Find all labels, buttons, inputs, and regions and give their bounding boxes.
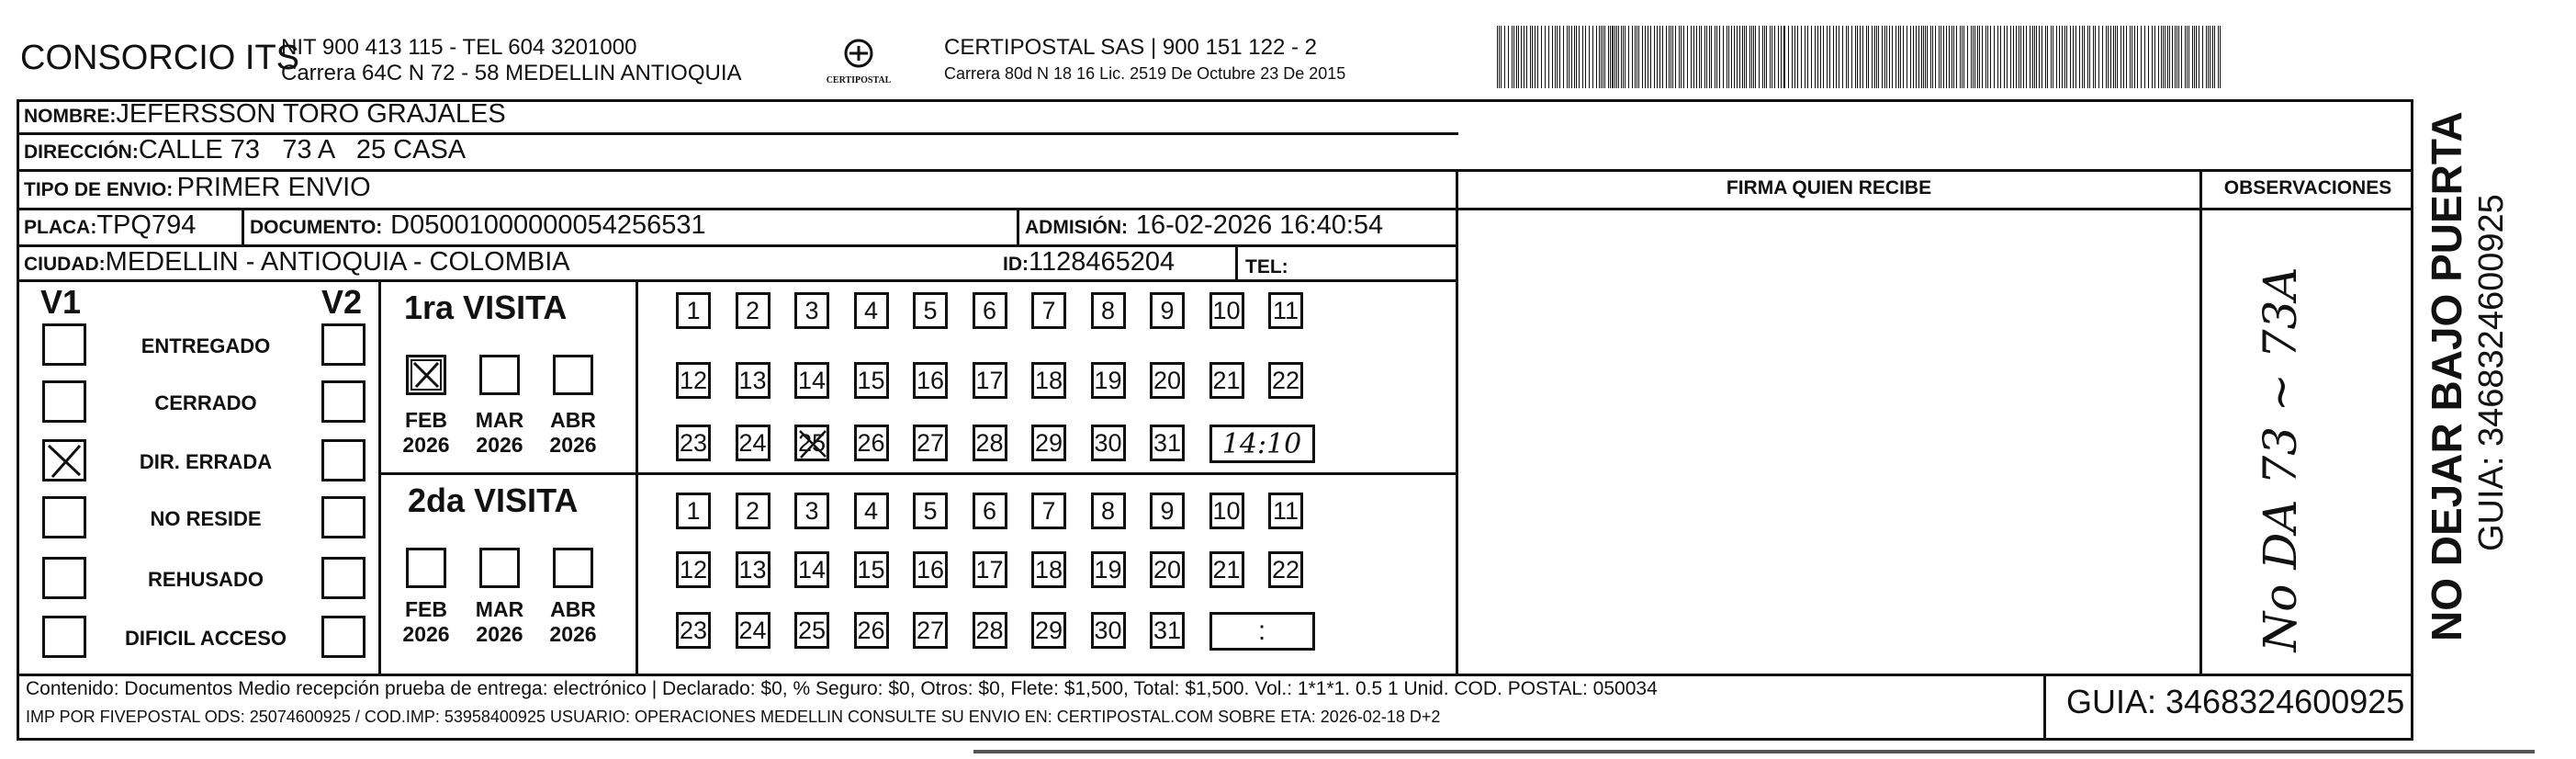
tel-label: TEL:	[1245, 256, 1288, 278]
day-number: 2	[745, 496, 760, 525]
day-number: 24	[738, 616, 767, 644]
visit2-day-box[interactable]	[854, 551, 889, 588]
day-number: 26	[857, 616, 885, 644]
day-number: 5	[923, 496, 938, 525]
side-main-text: NO DEJAR BAJO PUERTA	[2423, 111, 2470, 641]
visit1-month-checkbox[interactable]	[479, 355, 520, 395]
admision-label: ADMISIÓN:	[1025, 217, 1128, 238]
day-number: 21	[1212, 555, 1241, 583]
visit2-day-box[interactable]	[736, 612, 771, 649]
visit2-time-box[interactable]	[1209, 612, 1315, 651]
ciudad-row	[24, 247, 570, 278]
v1-checkbox[interactable]	[42, 496, 86, 538]
month-name: MAR	[475, 597, 524, 621]
nombre-row	[24, 99, 506, 130]
visit2-day-box[interactable]	[1268, 551, 1303, 588]
day-number: 18	[1034, 555, 1063, 583]
nombre-label: NOMBRE:	[24, 106, 117, 127]
visit2-month-label	[546, 597, 601, 647]
carrier-name: CERTIPOSTAL SAS | 900 151 122 - 2	[944, 35, 1317, 60]
tipo-label: TIPO DE ENVIO:	[24, 179, 174, 200]
day-number: 13	[738, 366, 767, 394]
day-number: 11	[1272, 496, 1299, 525]
day-number: 3	[804, 296, 819, 324]
footer-guia: GUIA: 3468324600925	[2066, 683, 2405, 720]
visit1-day-box[interactable]	[676, 425, 711, 461]
day-number: 9	[1160, 296, 1175, 324]
day-number: 21	[1212, 366, 1241, 394]
time-value: 14:10	[1221, 427, 1302, 460]
footer-line2: IMP POR FIVEPOSTAL ODS: 25074600925 / COD.IMP: 53958400925 USUARIO: OPERACIONES MEDELLIN CONSULTE SU ENVIO EN: CERTIPOSTAL.COM SOBRE ETA: 2026-02-18 D+2	[26, 708, 1441, 726]
tel-row	[1245, 250, 1288, 280]
day-number: 20	[1153, 555, 1182, 583]
visit2-day-box[interactable]	[913, 612, 948, 649]
day-number: 31	[1153, 616, 1182, 644]
day-number: 15	[857, 366, 885, 394]
day-number: 10	[1212, 496, 1241, 525]
status-label: CERRADO	[154, 391, 257, 414]
month-year: 2026	[402, 622, 450, 646]
day-number: 20	[1153, 366, 1182, 394]
visit2-day-box[interactable]	[854, 493, 889, 529]
visit2-day-box[interactable]	[1209, 493, 1244, 529]
visit1-day-box[interactable]	[1150, 425, 1185, 461]
visit2-title: 2da VISITA	[408, 481, 579, 519]
visit1-title: 1ra VISITA	[404, 289, 568, 326]
id-row	[1003, 247, 1175, 278]
side-guia-text: GUIA: 3468324600925	[2472, 194, 2511, 551]
v1-checkbox[interactable]	[42, 323, 86, 366]
observation-text: No DA 73 ~ 73A	[2254, 266, 2307, 652]
day-number: 27	[916, 616, 945, 644]
visit1-day-box[interactable]	[676, 362, 711, 399]
month-year: 2026	[476, 622, 523, 646]
visit1-day-box[interactable]	[1091, 425, 1126, 461]
month-name: FEB	[405, 597, 447, 621]
visit1-day-box[interactable]	[794, 362, 829, 399]
documento-row	[250, 210, 706, 241]
month-name: MAR	[475, 408, 524, 432]
bottom-rule	[973, 750, 2535, 753]
day-number: 29	[1034, 616, 1063, 644]
visit2-day-box[interactable]	[973, 493, 1007, 529]
v1-checkbox[interactable]	[42, 439, 86, 481]
visit2-day-box[interactable]	[973, 551, 1007, 588]
check-x-icon	[409, 357, 444, 392]
nombre-value: JEFERSSON TORO GRAJALES	[116, 99, 506, 129]
status-label: REHUSADO	[148, 568, 264, 591]
day-number: 1	[686, 496, 701, 525]
visit1-day-box[interactable]	[676, 292, 711, 329]
day-number: 27	[916, 428, 945, 457]
visit2-day-box[interactable]	[913, 551, 948, 588]
cross-mark-icon	[797, 427, 828, 460]
visit1-day-box[interactable]	[973, 292, 1007, 329]
day-number: 5	[923, 296, 938, 324]
day-number: 29	[1034, 428, 1063, 457]
day-number: 10	[1212, 296, 1241, 324]
day-number: 4	[863, 496, 879, 525]
month-year: 2026	[549, 622, 597, 646]
visit2-day-box[interactable]	[676, 612, 711, 649]
visit1-day-box[interactable]	[1150, 362, 1185, 399]
day-number: 6	[982, 496, 997, 525]
day-number: 17	[975, 555, 1004, 583]
placa-row	[24, 210, 196, 241]
company-nit: NIT 900 413 115 - TEL 604 3201000	[281, 35, 637, 60]
day-number: 30	[1094, 428, 1122, 457]
day-number: 12	[679, 555, 708, 583]
month-year: 2026	[402, 433, 450, 457]
status-label: NO RESIDE	[150, 507, 262, 530]
visit2-day-box[interactable]	[973, 612, 1007, 649]
day-number: 9	[1160, 496, 1175, 525]
day-number: 30	[1094, 616, 1122, 644]
visit1-time-box[interactable]	[1209, 425, 1315, 463]
day-number: 4	[863, 296, 879, 324]
day-number: 14	[797, 366, 827, 394]
day-number: 28	[975, 616, 1004, 644]
visit1-day-box[interactable]	[1091, 292, 1126, 329]
visit1-day-box[interactable]	[973, 362, 1007, 399]
visit1-day-box[interactable]	[913, 425, 948, 461]
barcode	[1497, 26, 2227, 88]
day-number: 14	[797, 555, 827, 583]
v1-checkbox[interactable]	[42, 380, 86, 423]
day-number: 22	[1271, 366, 1300, 394]
visit1-day-box[interactable]	[1209, 362, 1244, 399]
day-number: 17	[975, 366, 1004, 394]
visit1-month-checkbox[interactable]	[553, 355, 593, 395]
day-number: 7	[1041, 496, 1056, 525]
day-number: 8	[1100, 496, 1116, 525]
day-number: 2	[745, 296, 760, 324]
visit1-day-box[interactable]	[794, 292, 829, 329]
footer-line1: Contenido: Documentos Medio recepción prueba de entrega: electrónico | Declarado: $0, % Seguro: $0, Otros: $0, Flete: $1,500, Total: $1,500. Vol.: 1*1*1. 0.5 1 Unid. COD. POSTAL: 050034	[26, 678, 1658, 699]
visit1-day-box[interactable]	[973, 425, 1007, 461]
observaciones-header: OBSERVACIONES	[2223, 177, 2392, 198]
day-number: 16	[916, 366, 945, 394]
direccion-value: CALLE 73 73 A 25 CASA	[138, 135, 467, 164]
day-number: 28	[975, 428, 1004, 457]
id-label: ID:	[1003, 254, 1029, 275]
check-x-icon	[45, 442, 84, 479]
certipostal-logo	[808, 37, 909, 88]
visit1-month-label	[399, 408, 454, 458]
day-number: 24	[738, 428, 767, 457]
documento-value: D05001000000054256531	[390, 210, 706, 240]
day-number: 25	[797, 428, 827, 457]
visit1-day-box[interactable]	[1268, 292, 1303, 329]
day-number: 11	[1272, 296, 1299, 324]
v2-checkbox[interactable]	[321, 557, 366, 599]
visit1-day-box[interactable]	[1150, 292, 1185, 329]
visit2-month-checkbox[interactable]	[406, 548, 446, 588]
v1-checkbox[interactable]	[42, 616, 86, 658]
day-number: 15	[857, 555, 885, 583]
v2-checkbox[interactable]	[321, 323, 366, 366]
visit2-day-box[interactable]	[1091, 493, 1126, 529]
day-number: 25	[797, 616, 827, 644]
visit2-day-box[interactable]	[1091, 612, 1126, 649]
visit1-month-label	[546, 408, 601, 458]
visit1-day-box[interactable]	[854, 292, 889, 329]
month-name: ABR	[550, 408, 596, 432]
company-address: Carrera 64C N 72 - 58 MEDELLIN ANTIOQUIA	[281, 61, 742, 85]
observation-handwritten	[2209, 257, 2383, 662]
day-number: 12	[679, 366, 708, 394]
day-number: 16	[916, 555, 945, 583]
month-name: ABR	[550, 597, 596, 621]
v2-header: V2	[321, 283, 363, 321]
visit2-day-box[interactable]	[854, 612, 889, 649]
day-number: 8	[1100, 296, 1116, 324]
visit2-day-box[interactable]	[1091, 551, 1126, 588]
visit2-month-label	[472, 597, 527, 647]
visit2-day-box[interactable]	[913, 493, 948, 529]
month-year: 2026	[549, 433, 597, 457]
day-number: 19	[1094, 366, 1122, 394]
visit2-day-box[interactable]	[794, 493, 829, 529]
visit2-month-checkbox[interactable]	[553, 548, 593, 588]
visit1-month-label	[472, 408, 527, 458]
visit2-month-checkbox[interactable]	[479, 548, 520, 588]
company-name: CONSORCIO ITS	[20, 39, 300, 77]
visit2-day-box[interactable]	[1150, 551, 1185, 588]
day-number: 31	[1153, 428, 1182, 457]
visit1-day-box[interactable]	[1209, 292, 1244, 329]
day-number: 26	[857, 428, 885, 457]
visit1-day-box[interactable]	[854, 425, 889, 461]
visit1-day-box[interactable]	[1031, 362, 1066, 399]
logo-text: CERTIPOSTAL	[826, 75, 892, 85]
v1-header: V1	[40, 283, 82, 321]
day-number: 6	[982, 296, 997, 324]
visit1-day-box[interactable]	[736, 292, 771, 329]
v2-checkbox[interactable]	[321, 439, 366, 481]
visit2-day-box[interactable]	[1031, 493, 1066, 529]
visit2-day-box[interactable]	[1150, 493, 1185, 529]
documento-label: DOCUMENTO:	[250, 217, 383, 238]
day-number: 18	[1034, 366, 1063, 394]
day-number: 3	[804, 496, 819, 525]
v2-checkbox[interactable]	[321, 496, 366, 538]
visit2-day-box[interactable]	[736, 493, 771, 529]
visit2-day-box[interactable]	[676, 551, 711, 588]
month-name: FEB	[405, 408, 447, 432]
visit1-day-box[interactable]	[1091, 362, 1126, 399]
v2-checkbox[interactable]	[321, 380, 366, 423]
visit2-day-box[interactable]	[794, 612, 829, 649]
visit1-day-box[interactable]	[1031, 292, 1066, 329]
visit1-day-box[interactable]	[736, 362, 771, 399]
ciudad-label: CIUDAD:	[24, 254, 106, 275]
v1-checkbox[interactable]	[42, 557, 86, 599]
day-number: 19	[1094, 555, 1122, 583]
visit1-day-box[interactable]	[736, 425, 771, 461]
day-number: 23	[679, 428, 708, 457]
day-number: 1	[686, 296, 701, 324]
day-number: 22	[1271, 555, 1300, 583]
direccion-row	[24, 135, 466, 165]
id-value: 1128465204	[1029, 247, 1176, 277]
visit1-day-box[interactable]	[794, 425, 829, 461]
admision-value: 16-02-2026 16:40:54	[1135, 210, 1384, 240]
time-value: :	[1257, 616, 1266, 646]
visit1-day-box[interactable]	[854, 362, 889, 399]
status-label: DIR. ERRADA	[139, 450, 273, 473]
visit2-day-box[interactable]	[736, 551, 771, 588]
visit2-day-box[interactable]	[794, 551, 829, 588]
visit2-day-box[interactable]	[1150, 612, 1185, 649]
admision-row	[1025, 210, 1383, 241]
visit1-day-box[interactable]	[913, 362, 948, 399]
visit2-day-box[interactable]	[1031, 612, 1066, 649]
day-number: 7	[1041, 296, 1056, 324]
visit1-month-checkbox[interactable]	[406, 355, 446, 395]
placa-label: PLACA:	[24, 217, 97, 238]
visit2-month-label	[399, 597, 454, 647]
tipo-row	[24, 173, 371, 203]
status-label: ENTREGADO	[141, 334, 271, 357]
visit1-day-box[interactable]	[1268, 362, 1303, 399]
month-year: 2026	[476, 433, 523, 457]
visit2-day-box[interactable]	[676, 493, 711, 529]
placa-value: TPQ794	[96, 210, 197, 240]
tipo-value: PRIMER ENVIO	[176, 173, 371, 202]
day-number: 23	[679, 616, 708, 644]
ciudad-value: MEDELLIN - ANTIOQUIA - COLOMBIA	[105, 247, 570, 277]
day-number: 13	[738, 555, 767, 583]
direccion-label: DIRECCIÓN:	[24, 142, 139, 163]
v2-checkbox[interactable]	[321, 616, 366, 658]
visit1-day-box[interactable]	[1031, 425, 1066, 461]
visit2-day-box[interactable]	[1031, 551, 1066, 588]
firma-header: FIRMA QUIEN RECIBE	[1726, 177, 1932, 198]
visit2-day-box[interactable]	[1268, 493, 1303, 529]
visit2-day-box[interactable]	[1209, 551, 1244, 588]
status-label: DIFICIL ACCESO	[124, 627, 287, 650]
carrier-license: Carrera 80d N 18 16 Lic. 2519 De Octubre 23 De 2015	[944, 64, 1346, 83]
visit1-day-box[interactable]	[913, 292, 948, 329]
